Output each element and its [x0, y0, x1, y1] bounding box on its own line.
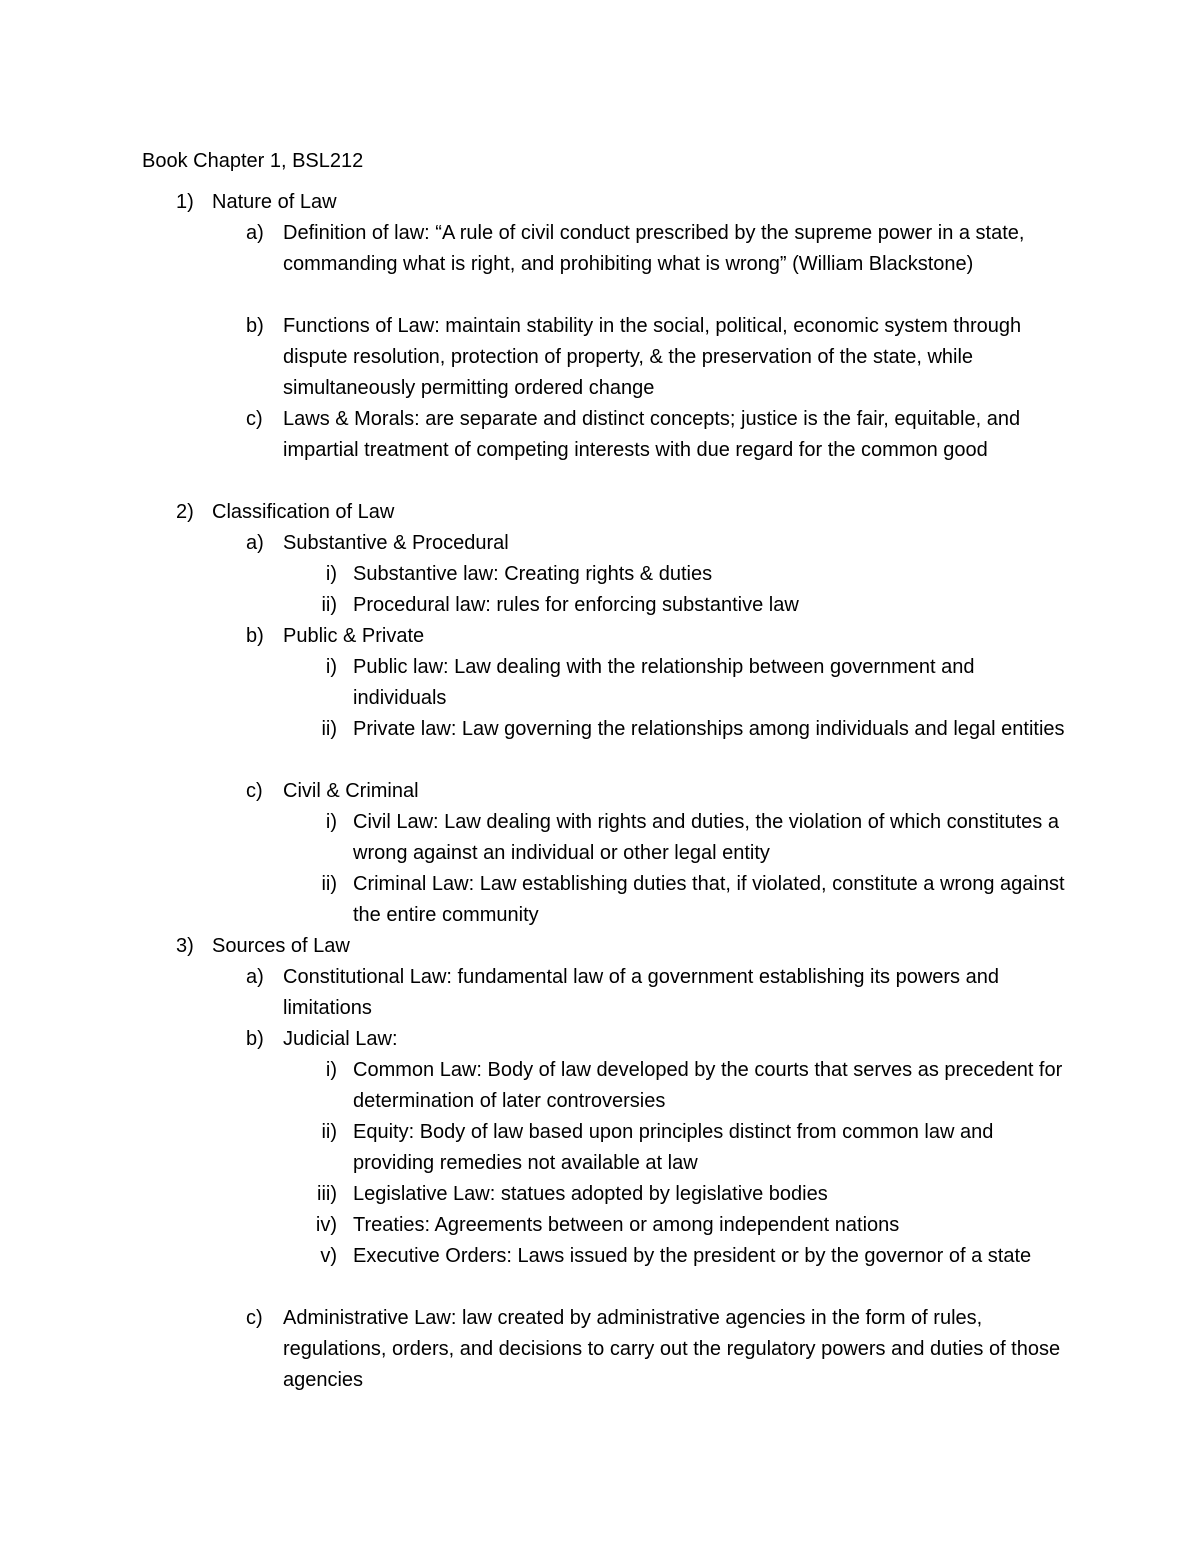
outline-item	[321, 869, 1073, 931]
list-item-text: Constitutional Law: fundamental law of a government establishing its powers and limitations	[283, 966, 999, 1019]
list-marker: b)	[246, 625, 264, 647]
outline-item	[246, 528, 1073, 559]
outline-item	[317, 1179, 1073, 1210]
list-marker: ii)	[321, 718, 337, 740]
list-item-text: Classification of Law	[212, 501, 395, 523]
list-item-text: Nature of Law	[212, 191, 337, 213]
list-item-text: Sources of Law	[212, 935, 350, 957]
outline-item	[246, 962, 1073, 1024]
list-marker: v)	[320, 1245, 337, 1267]
list-item-text: Substantive & Procedural	[283, 532, 509, 554]
list-marker: ii)	[321, 1121, 337, 1143]
list-item-text: Common Law: Body of law developed by the courts that serves as precedent for determination of later controversies	[353, 1059, 1063, 1112]
list-marker: iv)	[315, 1214, 337, 1236]
list-item-text: Treaties: Agreements between or among independent nations	[353, 1214, 900, 1236]
outline-item	[176, 187, 1092, 218]
outline-item	[321, 590, 1073, 621]
list-item-text: Definition of law: “A rule of civil conduct prescribed by the supreme power in a state, commanding what is right, and prohibiting what is wrong” (William Blackstone)	[283, 222, 1025, 275]
outline-item	[321, 1117, 1073, 1179]
outline-item	[325, 807, 1073, 869]
outline-item	[321, 714, 1073, 745]
list-marker: a)	[246, 966, 264, 988]
list-marker: i)	[325, 656, 337, 678]
outline-item	[246, 776, 1073, 807]
outline-item	[325, 652, 1073, 714]
list-item-text: Civil Law: Law dealing with rights and duties, the violation of which constitutes a wrong against an individual or other legal entity	[353, 811, 1059, 864]
list-marker: 2)	[176, 501, 194, 523]
list-item-text: Substantive law: Creating rights & duties	[353, 563, 713, 585]
outline-item	[246, 1024, 1073, 1055]
list-item-text: Public & Private	[283, 625, 425, 647]
list-marker: a)	[246, 532, 264, 554]
list-marker: iii)	[317, 1183, 337, 1205]
outline-item	[325, 1055, 1073, 1117]
list-marker: ii)	[321, 594, 337, 616]
list-item-text: Equity: Body of law based upon principles distinct from common law and providing remedies not available at law	[353, 1121, 994, 1174]
list-marker: ii)	[321, 873, 337, 895]
document-title: Book Chapter 1, BSL212	[142, 150, 364, 172]
list-marker: 1)	[176, 191, 194, 213]
outline-item	[176, 931, 1092, 962]
list-item-text: Executive Orders: Laws issued by the president or by the governor of a state	[353, 1245, 1032, 1267]
list-marker: 3)	[176, 935, 194, 957]
list-marker: c)	[246, 1307, 263, 1329]
list-marker: i)	[325, 563, 337, 585]
list-item-text: Public law: Law dealing with the relationship between government and individuals	[353, 656, 975, 709]
outline-item	[246, 404, 1073, 466]
list-item-text: Criminal Law: Law establishing duties that, if violated, constitute a wrong against the entire community	[353, 873, 1065, 926]
list-marker: c)	[246, 408, 263, 430]
outline-item	[246, 311, 1073, 404]
list-item-text: Procedural law: rules for enforcing substantive law	[353, 594, 799, 616]
list-item-text: Functions of Law: maintain stability in the social, political, economic system through dispute resolution, protection of property, & the preservation of the state, while simultaneously permitting ordered change	[283, 315, 1022, 399]
outline-item	[246, 621, 1073, 652]
list-item-text: Laws & Morals: are separate and distinct concepts; justice is the fair, equitable, and impartial treatment of competing interests with due regard for the common good	[283, 408, 1021, 461]
list-item-text: Legislative Law: statues adopted by legislative bodies	[353, 1183, 828, 1205]
list-marker: b)	[246, 315, 264, 337]
list-marker: c)	[246, 780, 263, 802]
list-marker: b)	[246, 1028, 264, 1050]
list-item-text: Judicial Law:	[283, 1028, 398, 1050]
list-item-text: Private law: Law governing the relationships among individuals and legal entities	[353, 718, 1065, 740]
outline-item	[246, 1303, 1073, 1396]
list-item-text: Civil & Criminal	[283, 780, 419, 802]
list-marker: i)	[325, 1059, 337, 1081]
list-marker: i)	[325, 811, 337, 833]
outline-item	[325, 559, 1073, 590]
outline-item	[315, 1210, 1073, 1241]
outline-item	[176, 497, 1092, 528]
outline-item	[246, 218, 1073, 280]
list-marker: a)	[246, 222, 264, 244]
outline-item	[320, 1241, 1073, 1272]
list-item-text: Administrative Law: law created by administrative agencies in the form of rules, regulations, orders, and decisions to carry out the regulatory powers and duties of those agencies	[283, 1307, 1061, 1391]
